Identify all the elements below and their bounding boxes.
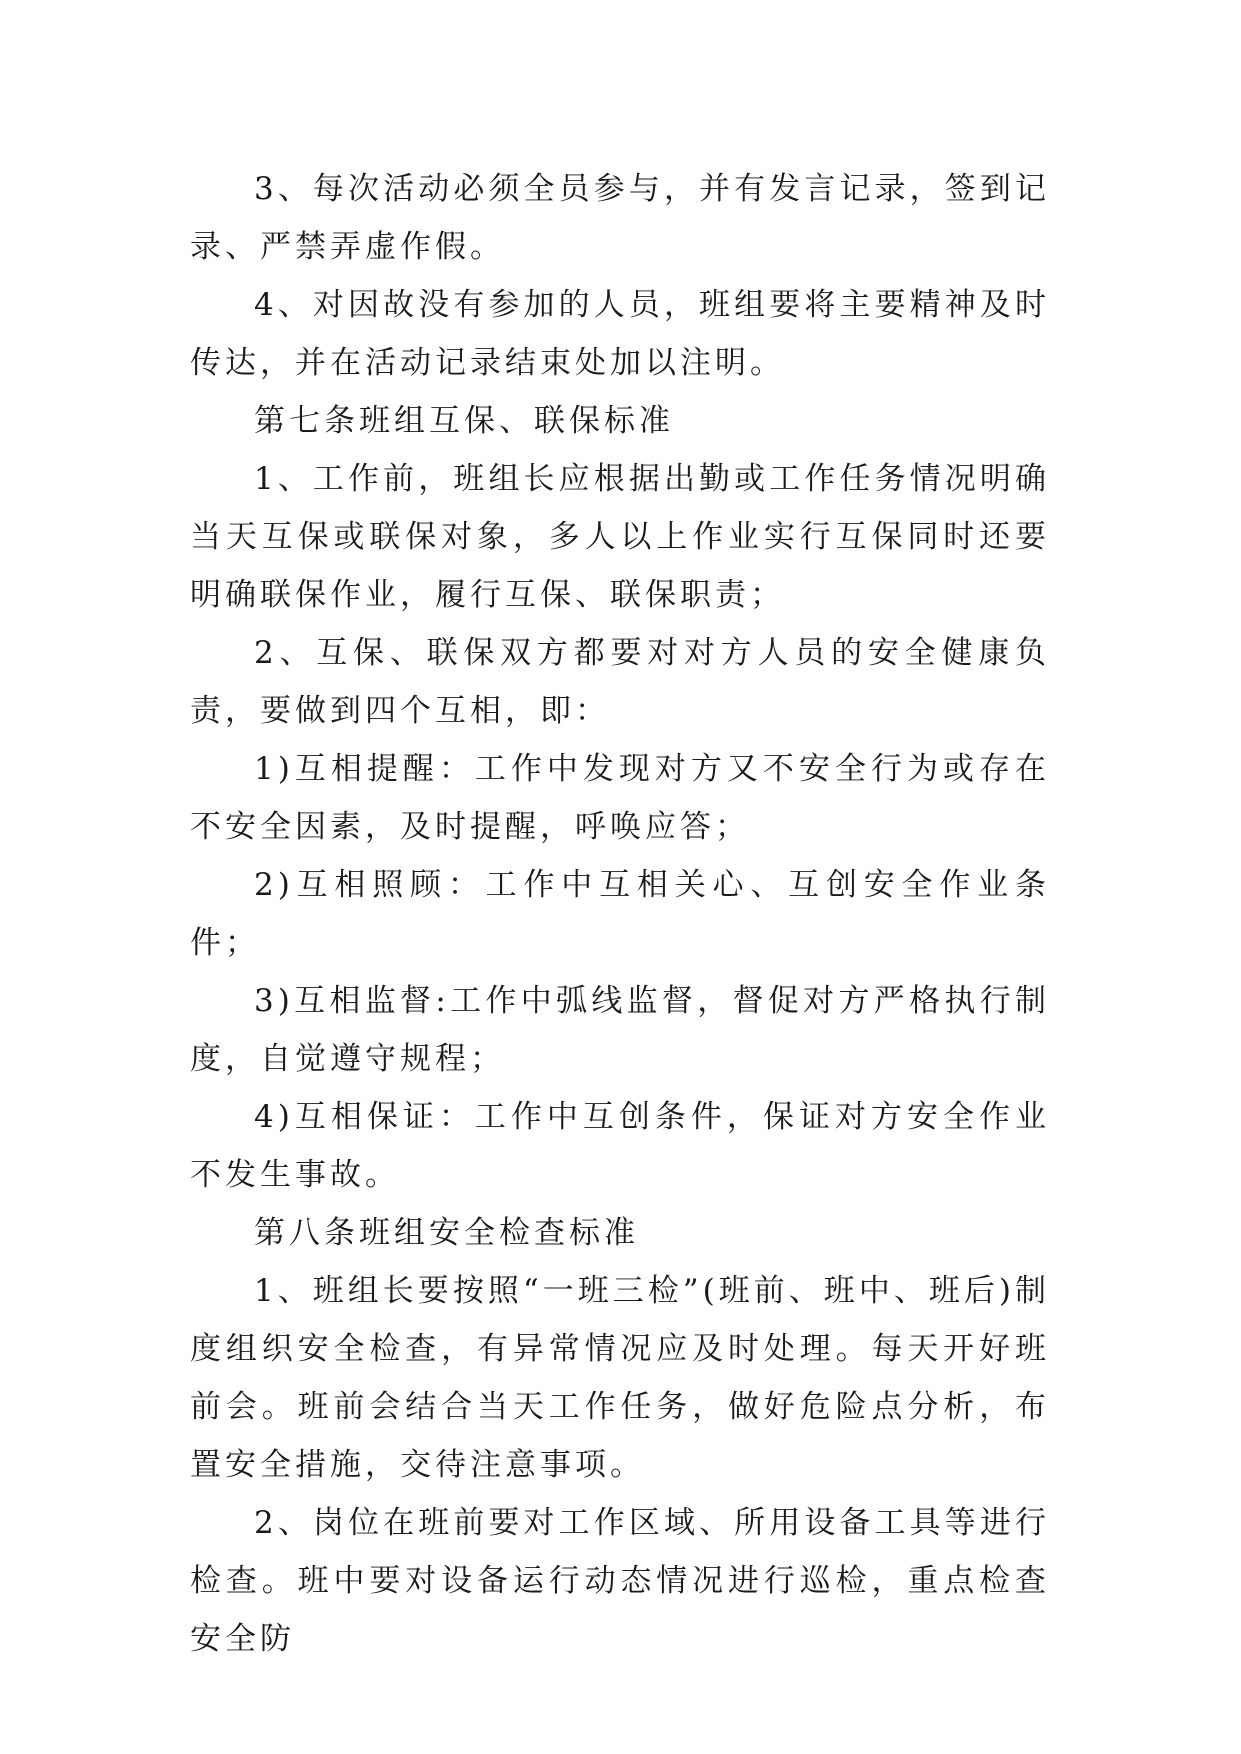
paragraph-article7-item-2: 2、互保、联保双方都要对对方人员的安全健康负责，要做到四个互相，即： xyxy=(190,635,1050,729)
section-heading-article-8: 第八条班组安全检查标准 xyxy=(254,1215,639,1251)
paragraph-article8-item-2: 2、岗位在班前要对工作区域、所用设备工具等进行检查。班中要对设备运行动态情况进行巡检，重点检查安全防 xyxy=(190,1505,1050,1657)
paragraph-sub-item-3: 3)互相监督:工作中弧线监督，督促对方严格执行制度，自觉遵守规程； xyxy=(190,983,1050,1077)
paragraph-sub-item-4: 4)互相保证：工作中互创条件，保证对方安全作业不发生事故。 xyxy=(190,1099,1050,1193)
paragraph-item-3: 3、每次活动必须全员参与，并有发言记录，签到记录、严禁弄虚作假。 xyxy=(190,171,1050,265)
document-body xyxy=(190,160,1050,1668)
paragraph-sub-item-2: 2)互相照顾：工作中互相关心、互创安全作业条件； xyxy=(190,867,1050,961)
paragraph-article8-item-1: 1、班组长要按照“一班三检”(班前、班中、班后)制度组织安全检查，有异常情况应及时处理。每天开好班前会。班前会结合当天工作任务，做好危险点分析，布置安全措施，交待注意事项。 xyxy=(190,1273,1050,1483)
section-heading-article-7: 第七条班组互保、联保标准 xyxy=(254,403,674,439)
paragraph-item-4: 4、对因故没有参加的人员，班组要将主要精神及时传达，并在活动记录结束处加以注明。 xyxy=(190,287,1050,381)
paragraph-article7-item-1: 1、工作前，班组长应根据出勤或工作任务情况明确当天互保或联保对象，多人以上作业实行互保同时还要明确联保作业，履行互保、联保职责； xyxy=(190,461,1050,613)
paragraph-sub-item-1: 1)互相提醒：工作中发现对方又不安全行为或存在不安全因素，及时提醒，呼唤应答； xyxy=(190,751,1050,845)
